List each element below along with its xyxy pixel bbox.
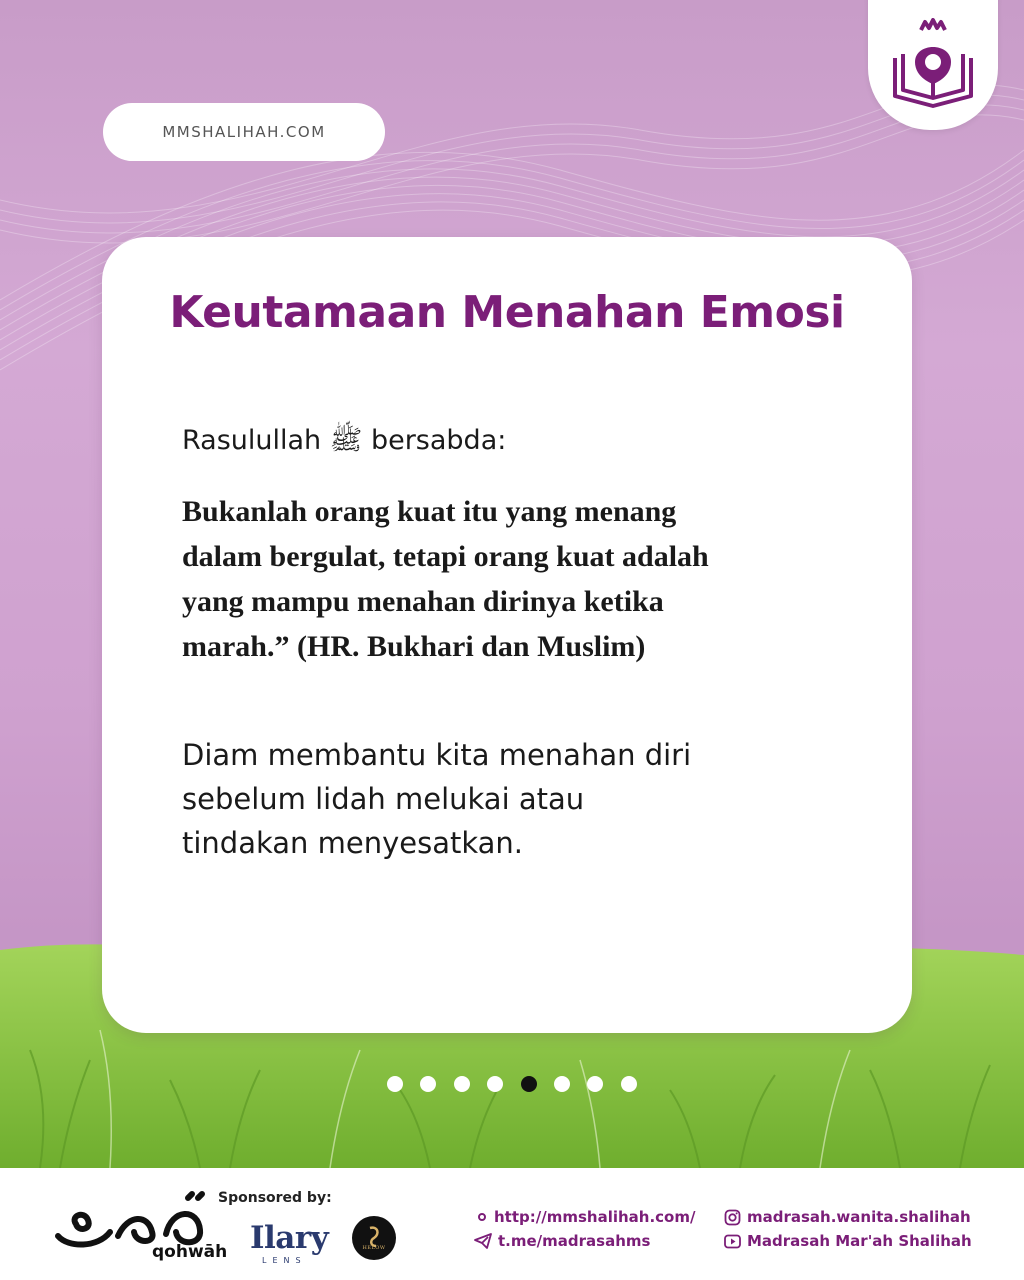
telegram-link[interactable] <box>474 1232 650 1250</box>
brand-word: qohwāh <box>152 1242 228 1262</box>
instagram-link-label: madrasah.wanita.shalihah <box>747 1208 971 1226</box>
hadith-line: dalam bergulat, tetapi orang kuat adalah <box>182 540 709 573</box>
note-line: Diam membantu kita menahan diri <box>182 738 692 772</box>
sponsor-logo-subtitle: LENS <box>262 1256 307 1265</box>
pagination-dots <box>0 1076 1024 1094</box>
helow-mark-icon <box>352 1216 396 1260</box>
sponsor-logo-ilary: Ilary <box>250 1220 329 1256</box>
website-link-label: http://mmshalihah.com/ <box>494 1208 696 1226</box>
website-pill[interactable] <box>103 103 385 161</box>
telegram-icon <box>474 1233 492 1249</box>
pagination-dot[interactable] <box>587 1076 603 1092</box>
youtube-icon <box>724 1234 741 1249</box>
note-text <box>182 733 802 865</box>
pagination-dot[interactable] <box>387 1076 403 1092</box>
pagination-dot[interactable] <box>621 1076 637 1092</box>
pagination-dot-active[interactable] <box>521 1076 537 1092</box>
hadith-intro: Rasulullah ﷺ bersabda: <box>182 425 507 456</box>
telegram-link-label: t.me/madrasahms <box>498 1232 651 1250</box>
link-icon <box>476 1211 488 1223</box>
sponsored-label: Sponsored by: <box>218 1190 332 1206</box>
youtube-link[interactable] <box>724 1232 972 1250</box>
logo-tab <box>868 0 998 130</box>
hadith-line: Bukanlah orang kuat itu yang menang <box>182 495 677 528</box>
sponsor-logo-helow <box>352 1216 396 1260</box>
hadith-line: marah.” (HR. Bukhari dan Muslim) <box>182 630 646 663</box>
helow-label: HELOW <box>362 1245 386 1251</box>
madrasah-logo-icon <box>881 18 985 118</box>
note-line: sebelum lidah melukai atau <box>182 782 585 816</box>
hadith-text <box>182 489 802 669</box>
youtube-link-label: Madrasah Mar'ah Shalihah <box>747 1232 972 1250</box>
instagram-link[interactable] <box>724 1208 971 1226</box>
hadith-line: yang mampu menahan dirinya ketika <box>182 585 664 618</box>
pagination-dot[interactable] <box>487 1076 503 1092</box>
instagram-icon <box>724 1209 741 1226</box>
pagination-dot[interactable] <box>454 1076 470 1092</box>
note-line: tindakan menyesatkan. <box>182 826 524 860</box>
pagination-dot[interactable] <box>554 1076 570 1092</box>
pagination-dot[interactable] <box>420 1076 436 1092</box>
website-link[interactable] <box>476 1208 695 1226</box>
website-pill-label: MMSHALIHAH.COM <box>162 123 326 141</box>
footer <box>0 1168 1024 1280</box>
content-card <box>102 237 912 1033</box>
card-title: Keutamaan Menahan Emosi <box>169 287 845 338</box>
